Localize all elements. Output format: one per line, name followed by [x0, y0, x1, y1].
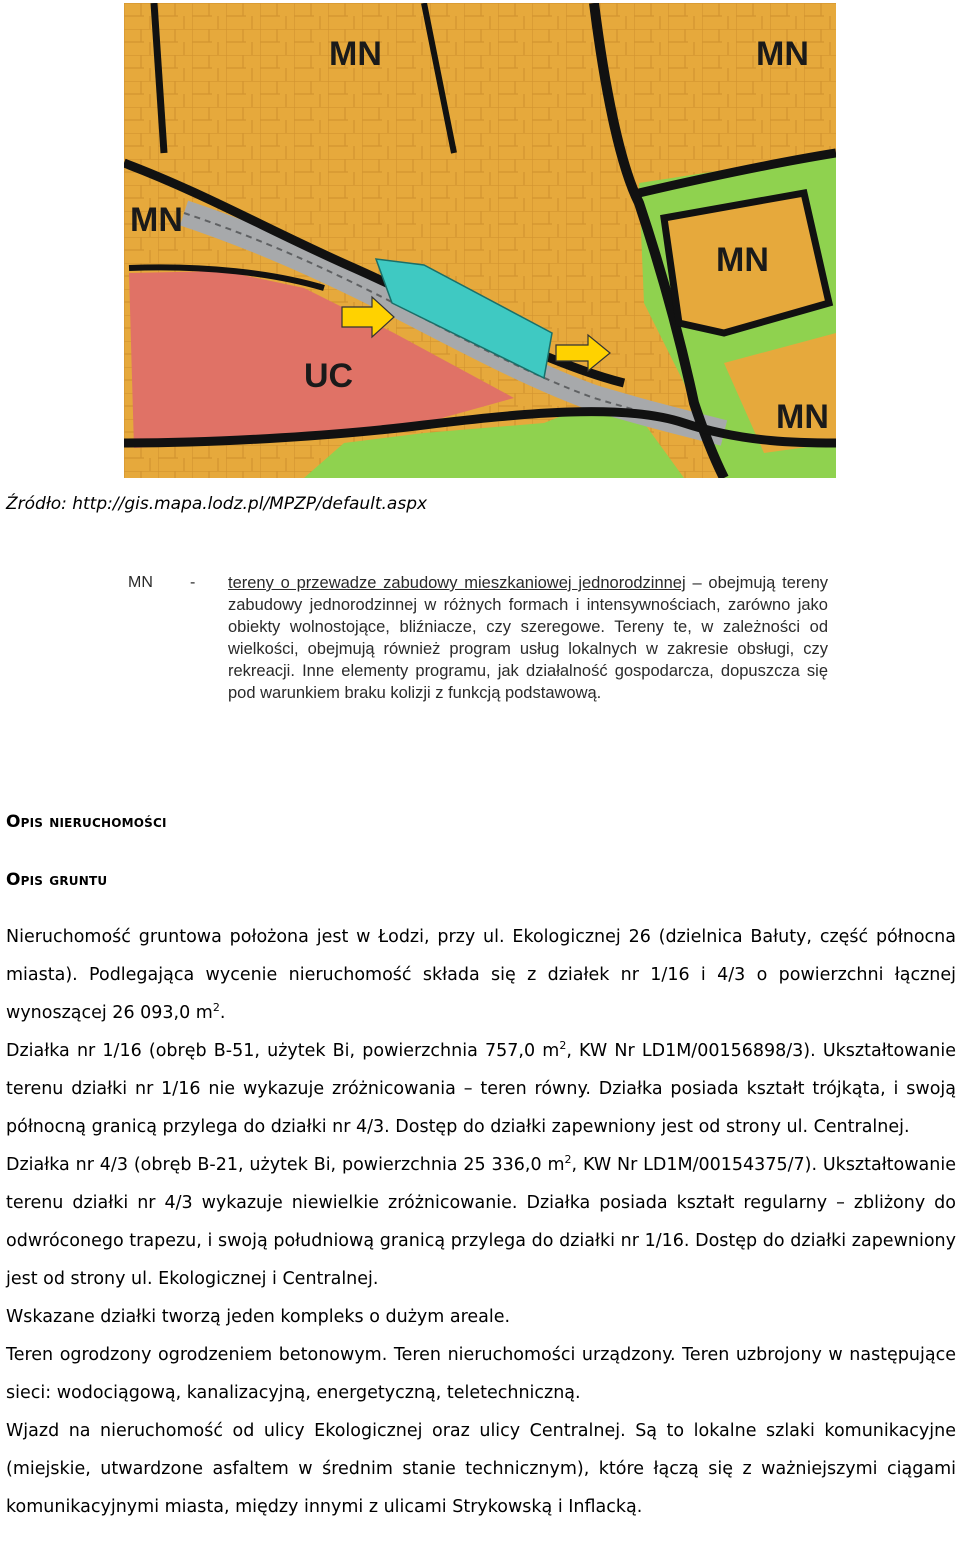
legend-description [228, 572, 828, 704]
zoning-map [124, 3, 836, 478]
legend-dash: - [190, 574, 196, 591]
body-text [6, 918, 956, 1526]
paragraph-parcel-4-3-text: Działka nr 4/3 (obręb B-21, użytek Bi, powierzchnia 25 336,0 m [6, 1155, 565, 1175]
paragraph-parcel-4-3-rest: , KW Nr LD1M/00154375/7). Ukształtowanie terenu działki nr 4/3 wykazuje niewielkie zróżnicowanie. Działka posiada kształt regularny – zbliżony do odwróconego trapezu, i swoją południową granicą przylega do działki nr 1/16. Dostęp do działki zapewniony jest od strony ul. Ekologicznej i Centralnej. [6, 1155, 957, 1289]
zoning-map-graphic [124, 3, 836, 478]
paragraph-parcel-4-3 [6, 1146, 956, 1298]
paragraph-location-end: . [219, 1003, 226, 1023]
paragraph-access: Wjazd na nieruchomość od ulicy Ekologicznej oraz ulicy Centralnej. Są to lokalne szlaki komunikacyjne (miejskie, utwardzone asfaltem w średnim stanie technicznym), które łączą się z ważniejszymi ciągami komunikacyjnymi miasta, między innymi z ulicami Strykowską i Inflacką. [6, 1421, 956, 1517]
map-label-mn-bottom-right: MN [776, 398, 829, 436]
superscript: 2 [212, 1001, 220, 1014]
superscript: 2 [559, 1039, 567, 1052]
paragraph-location-text: Nieruchomość gruntowa położona jest w Łodzi, przy ul. Ekologicznej 26 (dzielnica Bałuty, część północna miasta). Podlegająca wycenie nieruchomość składa się z działek nr 1/16 i 4/3 o powierzchni łącznej wynoszącej 26 093,0 m [6, 927, 956, 1023]
legend-excerpt [124, 568, 836, 734]
paragraph-complex: Wskazane działki tworzą jeden kompleks o dużym areale. [6, 1307, 511, 1327]
legend-code: MN [128, 574, 153, 591]
map-label-mn-left: MN [130, 201, 183, 239]
source-caption: Źródło: http://gis.mapa.lodz.pl/MPZP/default.aspx [6, 494, 428, 514]
superscript: 2 [564, 1153, 572, 1166]
paragraph-parcel-1-16 [6, 1032, 956, 1146]
legend-underlined-text: tereny o przewadze zabudowy mieszkaniowej jednorodzinnej [228, 574, 686, 592]
paragraph-location [6, 918, 956, 1032]
paragraph-parcel-1-16-text: Działka nr 1/16 (obręb B-51, użytek Bi, powierzchnia 757,0 m [6, 1041, 560, 1061]
legend-rest-text: – obejmują tereny zabudowy jednorodzinnej w różnych formach i intensywnościach, zarówno jako obiekty wolnostojące, bliźniacze, czy szeregowe. Tereny te, w zależności od wielkości, obejmują również program usług lokalnych w zakresie obsługi, czy rekreacji. Inne elementy programu, jak działalność gospodarcza, dopuszcza się pod warunkiem braku kolizji z funkcją podstawową. [228, 574, 828, 702]
heading-land-description: Opis gruntu [6, 870, 108, 890]
map-label-mn-top-left: MN [329, 35, 382, 73]
paragraph-parcel-1-16-rest: , KW Nr LD1M/00156898/3). Ukształtowanie terenu działki nr 1/16 nie wykazuje zróżnicowania – teren równy. Działka posiada kształt trójkąta, i swoją północną granicą przylega do działki nr 4/3. Dostęp do działki zapewniony jest od strony ul. Centralnej. [6, 1041, 956, 1137]
paragraph-fencing-utilities: Teren ogrodzony ogrodzeniem betonowym. Teren nieruchomości urządzony. Teren uzbrojony w następujące sieci: wodociągową, kanalizacyjną, energetyczną, teletechniczną. [6, 1345, 956, 1403]
map-label-mn-middle-right: MN [716, 241, 769, 279]
map-label-uc: UC [304, 357, 354, 395]
heading-property-description: Opis nieruchomości [6, 812, 167, 832]
map-label-mn-top-right: MN [756, 35, 809, 73]
